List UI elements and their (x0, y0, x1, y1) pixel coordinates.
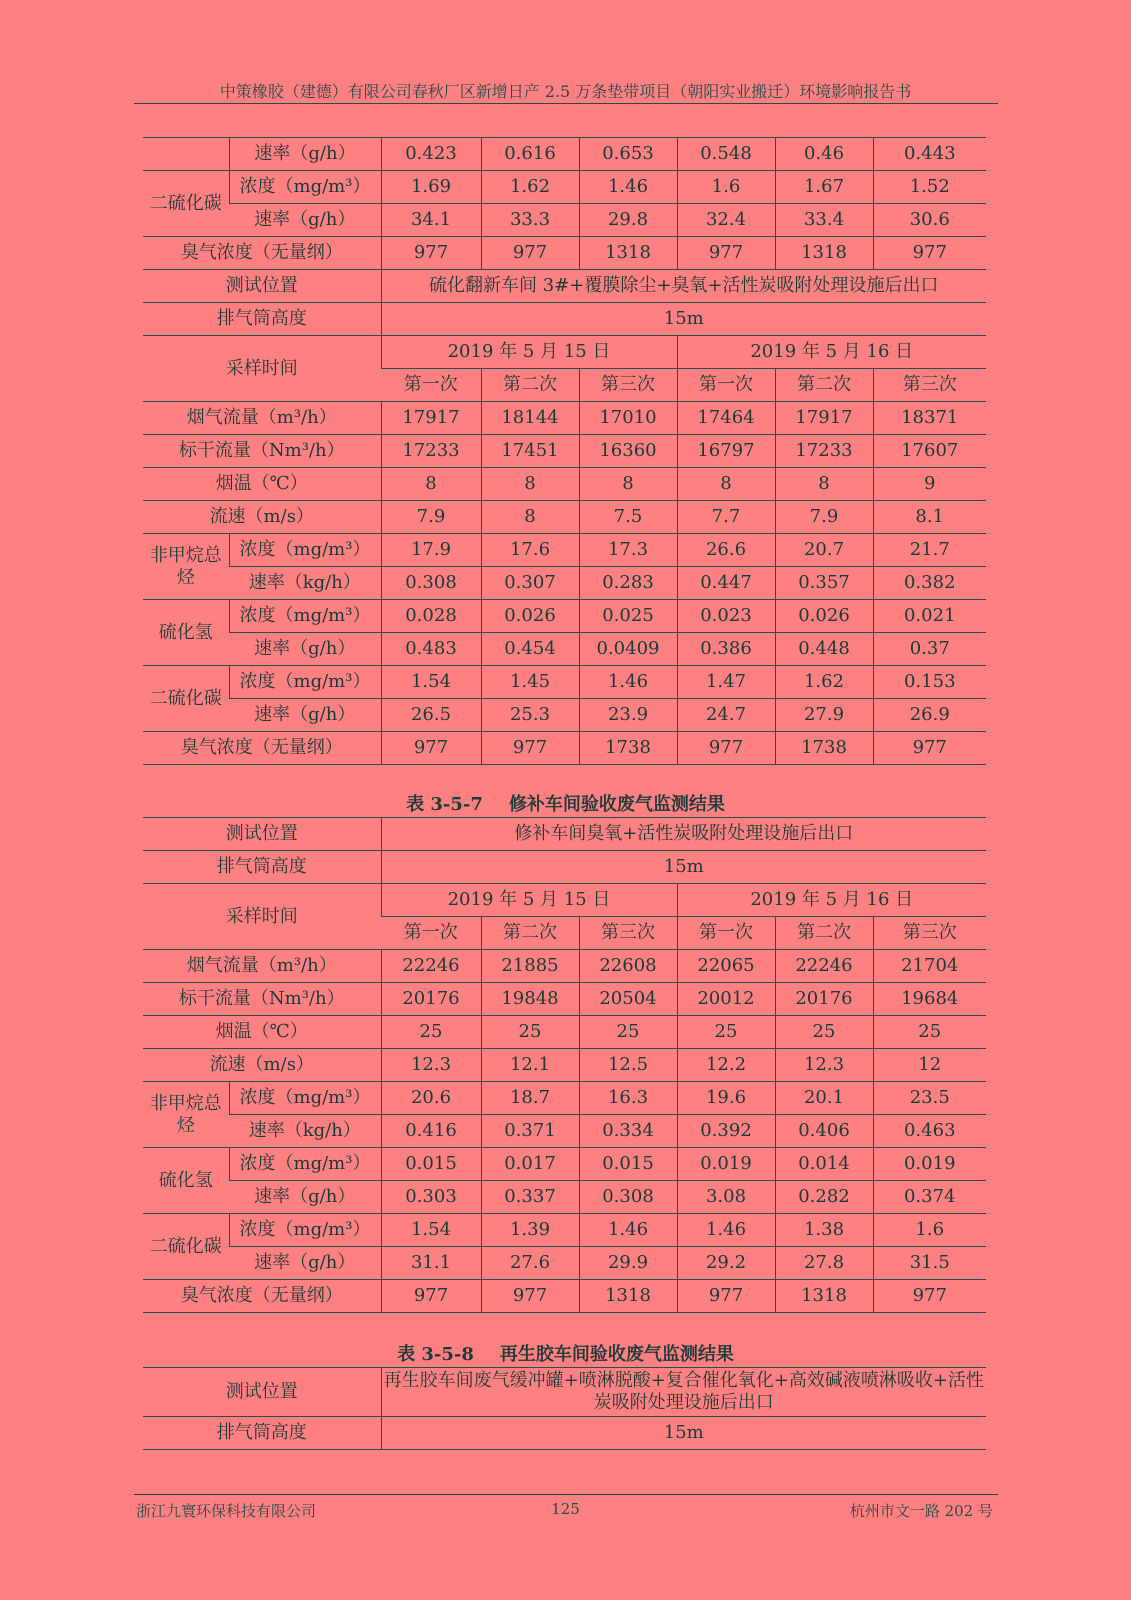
table-row (143, 1148, 986, 1181)
table-number: 表 3-5-8 (397, 1344, 474, 1365)
value-cell: 977 (873, 1280, 986, 1313)
value-cell: 17.6 (481, 534, 579, 567)
value-cell: 17917 (775, 402, 873, 435)
value-cell: 12.1 (481, 1049, 579, 1082)
value-cell: 20.1 (775, 1082, 873, 1115)
value-cell: 23.5 (873, 1082, 986, 1115)
run-header: 第二次 (481, 369, 579, 402)
value-cell: 22608 (579, 950, 677, 983)
sub-label: 速率（g/h） (229, 204, 381, 237)
value-cell: 0.392 (677, 1115, 775, 1148)
group-label: 硫化氢 (143, 600, 229, 666)
value-cell: 0.548 (677, 138, 775, 171)
value-cell: 22246 (381, 950, 481, 983)
run-header: 第一次 (677, 917, 775, 950)
value-cell: 0.303 (381, 1181, 481, 1214)
value-cell: 0.015 (381, 1148, 481, 1181)
value-cell: 0.386 (677, 633, 775, 666)
value-cell: 0.448 (775, 633, 873, 666)
sub-label: 速率（g/h） (229, 1247, 381, 1280)
group-label: 二硫化碳 (143, 666, 229, 732)
value-cell: 1.38 (775, 1214, 873, 1247)
value-cell: 27.6 (481, 1247, 579, 1280)
table-row (143, 884, 986, 917)
value-cell: 0.337 (481, 1181, 579, 1214)
value-cell: 25 (775, 1016, 873, 1049)
sub-label: 浓度（mg/m³） (229, 1082, 381, 1115)
value-cell: 1.39 (481, 1214, 579, 1247)
value-cell: 1.46 (579, 1214, 677, 1247)
run-header: 第三次 (579, 917, 677, 950)
sub-label: 浓度（mg/m³） (229, 1148, 381, 1181)
value-cell: 977 (677, 237, 775, 270)
stack-height-value: 15m (381, 303, 986, 336)
value-cell: 0.616 (481, 138, 579, 171)
value-cell: 1.67 (775, 171, 873, 204)
value-cell: 23.9 (579, 699, 677, 732)
value-cell: 31.1 (381, 1247, 481, 1280)
table-row (143, 1181, 986, 1214)
value-cell: 18144 (481, 402, 579, 435)
row-label: 标干流量（Nm³/h） (143, 983, 381, 1016)
value-cell: 1.54 (381, 1214, 481, 1247)
value-cell: 0.017 (481, 1148, 579, 1181)
table-row (143, 851, 986, 884)
table-row (143, 950, 986, 983)
value-cell: 0.015 (579, 1148, 677, 1181)
table-row (143, 1016, 986, 1049)
value-cell: 0.46 (775, 138, 873, 171)
table-row (143, 138, 986, 171)
value-cell: 17464 (677, 402, 775, 435)
value-cell: 17233 (775, 435, 873, 468)
value-cell: 25 (677, 1016, 775, 1049)
value-cell: 19684 (873, 983, 986, 1016)
value-cell: 31.5 (873, 1247, 986, 1280)
value-cell: 18371 (873, 402, 986, 435)
value-cell: 20504 (579, 983, 677, 1016)
value-cell: 0.382 (873, 567, 986, 600)
value-cell: 1.62 (481, 171, 579, 204)
value-cell: 12.2 (677, 1049, 775, 1082)
table-row (143, 567, 986, 600)
value-cell: 25.3 (481, 699, 579, 732)
date-header: 2019 年 5 月 15 日 (381, 884, 677, 917)
value-cell: 0.019 (873, 1148, 986, 1181)
value-cell: 21885 (481, 950, 579, 983)
value-cell: 0.308 (381, 567, 481, 600)
value-cell: 19.6 (677, 1082, 775, 1115)
value-cell: 12 (873, 1049, 986, 1082)
table-row (143, 204, 986, 237)
run-header: 第三次 (873, 917, 986, 950)
run-header: 第三次 (873, 369, 986, 402)
running-header: 中策橡胶（建德）有限公司春秋厂区新增日产 2.5 万条垫带项目（朝阳实业搬迁）环境影响报告书 (219, 82, 912, 101)
table-row (143, 303, 986, 336)
value-cell: 0.014 (775, 1148, 873, 1181)
table-row (143, 171, 986, 204)
value-cell: 20.6 (381, 1082, 481, 1115)
location-value: 修补车间臭氧+活性炭吸附处理设施后出口 (381, 818, 986, 851)
value-cell: 17607 (873, 435, 986, 468)
sub-label: 速率（g/h） (229, 633, 381, 666)
value-cell: 16797 (677, 435, 775, 468)
value-cell: 977 (677, 732, 775, 765)
table-number: 表 3-5-7 (406, 794, 483, 815)
value-cell: 0.334 (579, 1115, 677, 1148)
row-label: 臭气浓度（无量纲） (143, 1280, 381, 1313)
stack-height-value: 15m (381, 851, 986, 884)
value-cell: 0.307 (481, 567, 579, 600)
row-label: 标干流量（Nm³/h） (143, 435, 381, 468)
emission-table-continued (143, 137, 986, 765)
value-cell: 12.3 (775, 1049, 873, 1082)
table-row (143, 699, 986, 732)
value-cell: 16.3 (579, 1082, 677, 1115)
row-label: 烟温（℃） (143, 1016, 381, 1049)
page-number: 125 (551, 1500, 580, 1518)
value-cell: 8 (381, 468, 481, 501)
group-label-continued (143, 138, 229, 171)
value-cell: 977 (873, 237, 986, 270)
value-cell: 33.3 (481, 204, 579, 237)
value-cell: 0.023 (677, 600, 775, 633)
value-cell: 25 (381, 1016, 481, 1049)
value-cell: 7.9 (381, 501, 481, 534)
table-row (143, 1049, 986, 1082)
value-cell: 27.9 (775, 699, 873, 732)
table-row (143, 1247, 986, 1280)
value-cell: 21704 (873, 950, 986, 983)
value-cell: 19848 (481, 983, 579, 1016)
date-header: 2019 年 5 月 15 日 (381, 336, 677, 369)
value-cell: 977 (873, 732, 986, 765)
value-cell: 0.423 (381, 138, 481, 171)
value-cell: 17917 (381, 402, 481, 435)
value-cell: 977 (481, 1280, 579, 1313)
value-cell: 33.4 (775, 204, 873, 237)
value-cell: 8 (481, 468, 579, 501)
sub-label: 速率（kg/h） (229, 1115, 381, 1148)
table-row (143, 666, 986, 699)
sub-label: 速率（g/h） (229, 699, 381, 732)
table-row (143, 1368, 986, 1417)
value-cell: 0.653 (579, 138, 677, 171)
value-cell: 17010 (579, 402, 677, 435)
value-cell: 1.46 (677, 1214, 775, 1247)
sub-label: 速率（g/h） (229, 138, 381, 171)
sub-label: 速率（kg/h） (229, 567, 381, 600)
row-label: 流速（m/s） (143, 1049, 381, 1082)
value-cell: 17451 (481, 435, 579, 468)
emission-table-358 (143, 1367, 986, 1450)
table-row (143, 983, 986, 1016)
location-value: 硫化翻新车间 3#+覆膜除尘+臭氧+活性炭吸附处理设施后出口 (381, 270, 986, 303)
value-cell: 1318 (579, 237, 677, 270)
value-cell: 1738 (579, 732, 677, 765)
date-header: 2019 年 5 月 16 日 (677, 336, 986, 369)
footer-address: 杭州市文一路 202 号 (849, 1502, 993, 1520)
value-cell: 0.026 (481, 600, 579, 633)
value-cell: 0.0409 (579, 633, 677, 666)
value-cell: 29.8 (579, 204, 677, 237)
value-cell: 1.46 (579, 666, 677, 699)
group-label: 非甲烷总烃 (143, 534, 229, 600)
sub-label: 浓度（mg/m³） (229, 1214, 381, 1247)
value-cell: 0.153 (873, 666, 986, 699)
value-cell: 1.6 (873, 1214, 986, 1247)
value-cell: 17.9 (381, 534, 481, 567)
value-cell: 9 (873, 468, 986, 501)
value-cell: 16360 (579, 435, 677, 468)
value-cell: 27.8 (775, 1247, 873, 1280)
row-label: 采样时间 (143, 884, 381, 950)
value-cell: 32.4 (677, 204, 775, 237)
value-cell: 12.3 (381, 1049, 481, 1082)
table-row (143, 1082, 986, 1115)
value-cell: 1738 (775, 732, 873, 765)
value-cell: 1318 (775, 237, 873, 270)
value-cell: 25 (579, 1016, 677, 1049)
table-row (143, 402, 986, 435)
value-cell: 26.9 (873, 699, 986, 732)
value-cell: 8.1 (873, 501, 986, 534)
value-cell: 20176 (381, 983, 481, 1016)
table-row (143, 633, 986, 666)
table-row (143, 1280, 986, 1313)
value-cell: 0.406 (775, 1115, 873, 1148)
run-header: 第一次 (677, 369, 775, 402)
table-row (143, 600, 986, 633)
value-cell: 20012 (677, 983, 775, 1016)
row-label: 烟气流量（m³/h） (143, 950, 381, 983)
table-row (143, 1417, 986, 1450)
run-header: 第二次 (775, 369, 873, 402)
value-cell: 3.08 (677, 1181, 775, 1214)
value-cell: 0.37 (873, 633, 986, 666)
row-label: 采样时间 (143, 336, 381, 402)
value-cell: 1.52 (873, 171, 986, 204)
value-cell: 0.416 (381, 1115, 481, 1148)
value-cell: 1318 (579, 1280, 677, 1313)
value-cell: 1.6 (677, 171, 775, 204)
table-row (143, 818, 986, 851)
table-row (143, 1214, 986, 1247)
value-cell: 0.282 (775, 1181, 873, 1214)
value-cell: 17233 (381, 435, 481, 468)
value-cell: 7.7 (677, 501, 775, 534)
run-header: 第二次 (481, 917, 579, 950)
value-cell: 1.54 (381, 666, 481, 699)
table-title: 修补车间验收废气监测结果 (508, 794, 725, 815)
value-cell: 1.45 (481, 666, 579, 699)
value-cell: 8 (775, 468, 873, 501)
value-cell: 22246 (775, 950, 873, 983)
value-cell: 0.463 (873, 1115, 986, 1148)
run-header: 第二次 (775, 917, 873, 950)
value-cell: 26.6 (677, 534, 775, 567)
value-cell: 25 (481, 1016, 579, 1049)
table-title: 再生胶车间验收废气监测结果 (499, 1344, 734, 1365)
run-header: 第一次 (381, 369, 481, 402)
value-cell: 20176 (775, 983, 873, 1016)
group-label: 硫化氢 (143, 1148, 229, 1214)
value-cell: 21.7 (873, 534, 986, 567)
group-label: 二硫化碳 (143, 1214, 229, 1280)
sub-label: 浓度（mg/m³） (229, 534, 381, 567)
value-cell: 8 (677, 468, 775, 501)
emission-table-357 (143, 817, 986, 1313)
sub-label: 速率（g/h） (229, 1181, 381, 1214)
value-cell: 8 (579, 468, 677, 501)
table-row (143, 732, 986, 765)
value-cell: 1.69 (381, 171, 481, 204)
stack-height-value: 15m (381, 1417, 986, 1450)
value-cell: 20.7 (775, 534, 873, 567)
value-cell: 0.371 (481, 1115, 579, 1148)
value-cell: 1.47 (677, 666, 775, 699)
row-label: 流速（m/s） (143, 501, 381, 534)
group-label: 非甲烷总烃 (143, 1082, 229, 1148)
table-row (143, 501, 986, 534)
row-label: 测试位置 (143, 1368, 381, 1417)
row-label: 烟温（℃） (143, 468, 381, 501)
value-cell: 977 (481, 237, 579, 270)
value-cell: 29.9 (579, 1247, 677, 1280)
value-cell: 1318 (775, 1280, 873, 1313)
value-cell: 25 (873, 1016, 986, 1049)
value-cell: 0.447 (677, 567, 775, 600)
sub-label: 浓度（mg/m³） (229, 171, 381, 204)
sub-label: 浓度（mg/m³） (229, 666, 381, 699)
value-cell: 8 (481, 501, 579, 534)
row-label: 排气筒高度 (143, 1417, 381, 1450)
value-cell: 26.5 (381, 699, 481, 732)
value-cell: 7.5 (579, 501, 677, 534)
value-cell: 0.374 (873, 1181, 986, 1214)
table-row (143, 237, 986, 270)
table-caption (0, 1340, 1131, 1366)
table-row (143, 1115, 986, 1148)
value-cell: 977 (381, 237, 481, 270)
date-header: 2019 年 5 月 16 日 (677, 884, 986, 917)
table-caption (0, 790, 1131, 816)
row-label: 臭气浓度（无量纲） (143, 732, 381, 765)
value-cell: 17.3 (579, 534, 677, 567)
value-cell: 0.483 (381, 633, 481, 666)
value-cell: 0.026 (775, 600, 873, 633)
row-label: 测试位置 (143, 270, 381, 303)
table-row (143, 336, 986, 369)
row-label: 测试位置 (143, 818, 381, 851)
value-cell: 977 (381, 1280, 481, 1313)
header-rule (134, 103, 998, 104)
value-cell: 0.028 (381, 600, 481, 633)
value-cell: 34.1 (381, 204, 481, 237)
value-cell: 1.46 (579, 171, 677, 204)
value-cell: 22065 (677, 950, 775, 983)
row-label: 排气筒高度 (143, 851, 381, 884)
value-cell: 0.025 (579, 600, 677, 633)
value-cell: 0.019 (677, 1148, 775, 1181)
footer-company: 浙江九寰环保科技有限公司 (136, 1502, 317, 1520)
table-row (143, 435, 986, 468)
table-row (143, 468, 986, 501)
value-cell: 18.7 (481, 1082, 579, 1115)
value-cell: 7.9 (775, 501, 873, 534)
value-cell: 977 (481, 732, 579, 765)
table-row (143, 534, 986, 567)
run-header: 第一次 (381, 917, 481, 950)
sub-label: 浓度（mg/m³） (229, 600, 381, 633)
value-cell: 977 (381, 732, 481, 765)
value-cell: 0.308 (579, 1181, 677, 1214)
value-cell: 0.357 (775, 567, 873, 600)
value-cell: 0.454 (481, 633, 579, 666)
table-row (143, 270, 986, 303)
row-label: 烟气流量（m³/h） (143, 402, 381, 435)
value-cell: 12.5 (579, 1049, 677, 1082)
value-cell: 0.021 (873, 600, 986, 633)
value-cell: 30.6 (873, 204, 986, 237)
value-cell: 1.62 (775, 666, 873, 699)
run-header: 第三次 (579, 369, 677, 402)
value-cell: 24.7 (677, 699, 775, 732)
value-cell: 0.443 (873, 138, 986, 171)
value-cell: 977 (677, 1280, 775, 1313)
location-value: 再生胶车间废气缓冲罐+喷淋脱酸+复合催化氧化+高效碱液喷淋吸收+活性炭吸附处理设施后出口 (381, 1368, 986, 1417)
value-cell: 29.2 (677, 1247, 775, 1280)
row-label: 臭气浓度（无量纲） (143, 237, 381, 270)
group-label: 二硫化碳 (143, 171, 229, 237)
row-label: 排气筒高度 (143, 303, 381, 336)
footer-rule (134, 1494, 998, 1495)
value-cell: 0.283 (579, 567, 677, 600)
